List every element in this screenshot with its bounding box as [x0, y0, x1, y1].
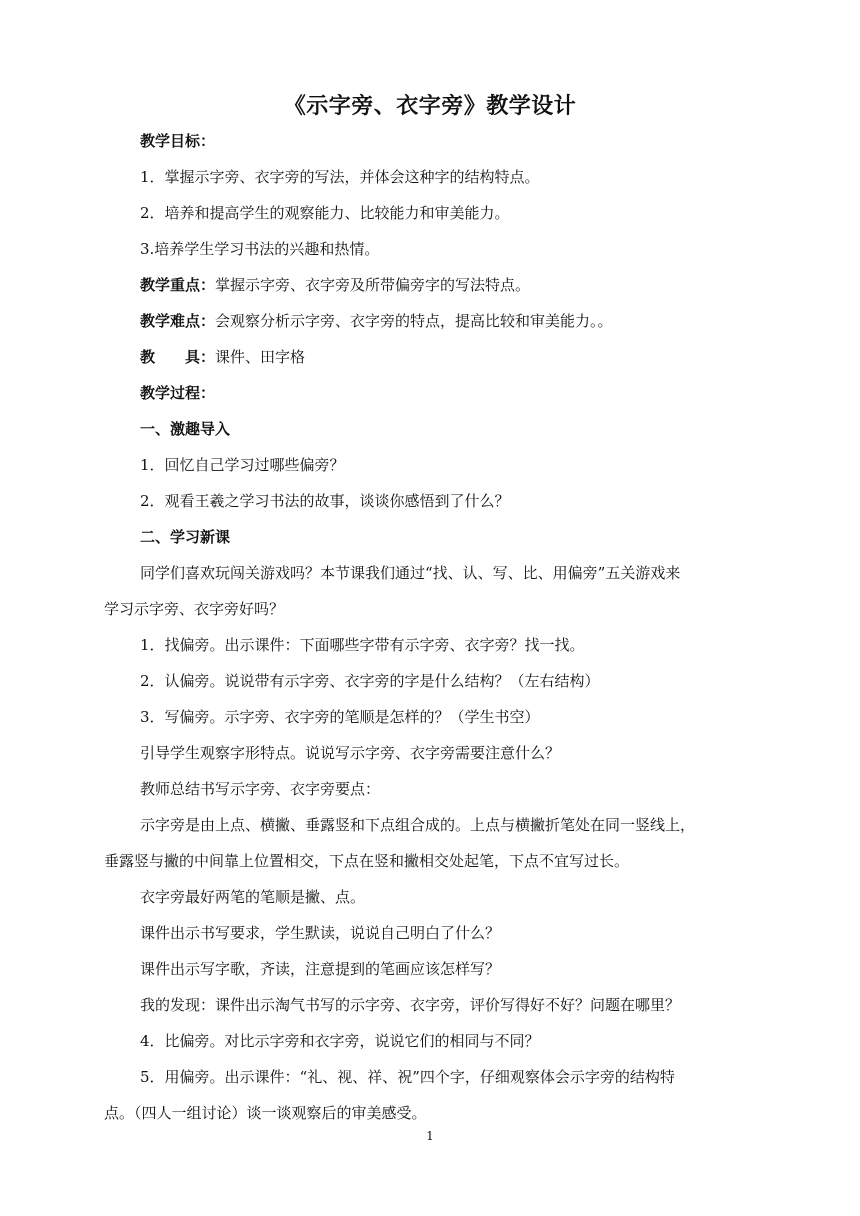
document-title: 《示字旁、衣字旁》教学设计 — [283, 94, 577, 119]
paragraph-line: 引导学生观察字形特点。说说写示字旁、衣字旁需要注意什么？ — [140, 744, 561, 762]
step-item: 5．用偏旁。出示课件：“礼、视、祥、祝”四个字，仔细观察体会示字旁的结构特 — [140, 1068, 675, 1086]
tools-line — [0, 347, 860, 367]
key-point-line — [0, 275, 860, 295]
paragraph-line: 同学们喜欢玩闯关游戏吗？本节课我们通过“找、认、写、比、用偏旁”五关游戏来 — [140, 564, 681, 582]
goal-item: 1．掌握示字旁、衣字旁的写法，并体会这种字的结构特点。 — [140, 168, 540, 186]
process-heading: 教学过程： — [140, 384, 216, 402]
difficulty-text: 会观察分析示字旁、衣字旁的特点，提高比较和审美能力。。 — [215, 312, 613, 330]
list-item: 2．观看王羲之学习书法的故事，谈谈你感悟到了什么？ — [140, 492, 510, 510]
step-item: 4．比偏旁。对比示字旁和衣字旁，说说它们的相同与不同？ — [140, 1032, 540, 1050]
paragraph-line: 我的发现：课件出示淘气书写的示字旁、衣字旁，评价写得好不好？问题在哪里？ — [140, 996, 681, 1014]
section-heading: 二、学习新课 — [140, 528, 231, 546]
list-item: 1．回忆自己学习过哪些偏旁？ — [140, 456, 345, 474]
goals-heading: 教学目标： — [140, 132, 216, 150]
paragraph-line: 学习示字旁、衣字旁好吗？ — [104, 600, 285, 618]
paragraph-line: 垂露竖与撇的中间靠上位置相交，下点在竖和撇相交处起笔，下点不宜写过长。 — [104, 852, 630, 870]
tools-label-b: 具： — [185, 348, 216, 366]
page-number: 1 — [426, 1129, 434, 1143]
step-item: 3．写偏旁。示字旁、衣字旁的笔顺是怎样的？（学生书空） — [140, 708, 540, 726]
key-point-text: 掌握示字旁、衣字旁及所带偏旁字的写法特点。 — [215, 276, 531, 294]
goal-item: 3.培养学生学习书法的兴趣和热情。 — [140, 240, 380, 258]
paragraph-line: 课件出示写字歌，齐读，注意提到的笔画应该怎样写？ — [140, 960, 501, 978]
tools-text: 课件、田字格 — [215, 348, 306, 366]
difficulty-line — [0, 311, 860, 331]
key-point-label: 教学重点： — [140, 276, 216, 294]
goal-item: 2．培养和提高学生的观察能力、比较能力和审美能力。 — [140, 204, 510, 222]
paragraph-line: 示字旁是由上点、横撇、垂露竖和下点组合成的。上点与横撇折笔处在同一竖线上， — [140, 816, 696, 834]
section-heading: 一、激趣导入 — [140, 420, 231, 438]
paragraph-line: 课件出示书写要求，学生默读，说说自己明白了什么？ — [140, 924, 501, 942]
difficulty-label: 教学难点： — [140, 312, 216, 330]
paragraph-line: 教师总结书写示字旁、衣字旁要点： — [140, 780, 381, 798]
step-item: 1．找偏旁。出示课件：下面哪些字带有示字旁、衣字旁？找一找。 — [140, 636, 585, 654]
step-item: 2．认偏旁。说说带有示字旁、衣字旁的字是什么结构？（左右结构） — [140, 672, 600, 690]
tools-label-a: 教 — [140, 348, 156, 366]
paragraph-line: 点。（四人一组讨论）谈一谈观察后的审美感受。 — [104, 1104, 427, 1122]
paragraph-line: 衣字旁最好两笔的笔顺是撇、点。 — [140, 888, 366, 906]
